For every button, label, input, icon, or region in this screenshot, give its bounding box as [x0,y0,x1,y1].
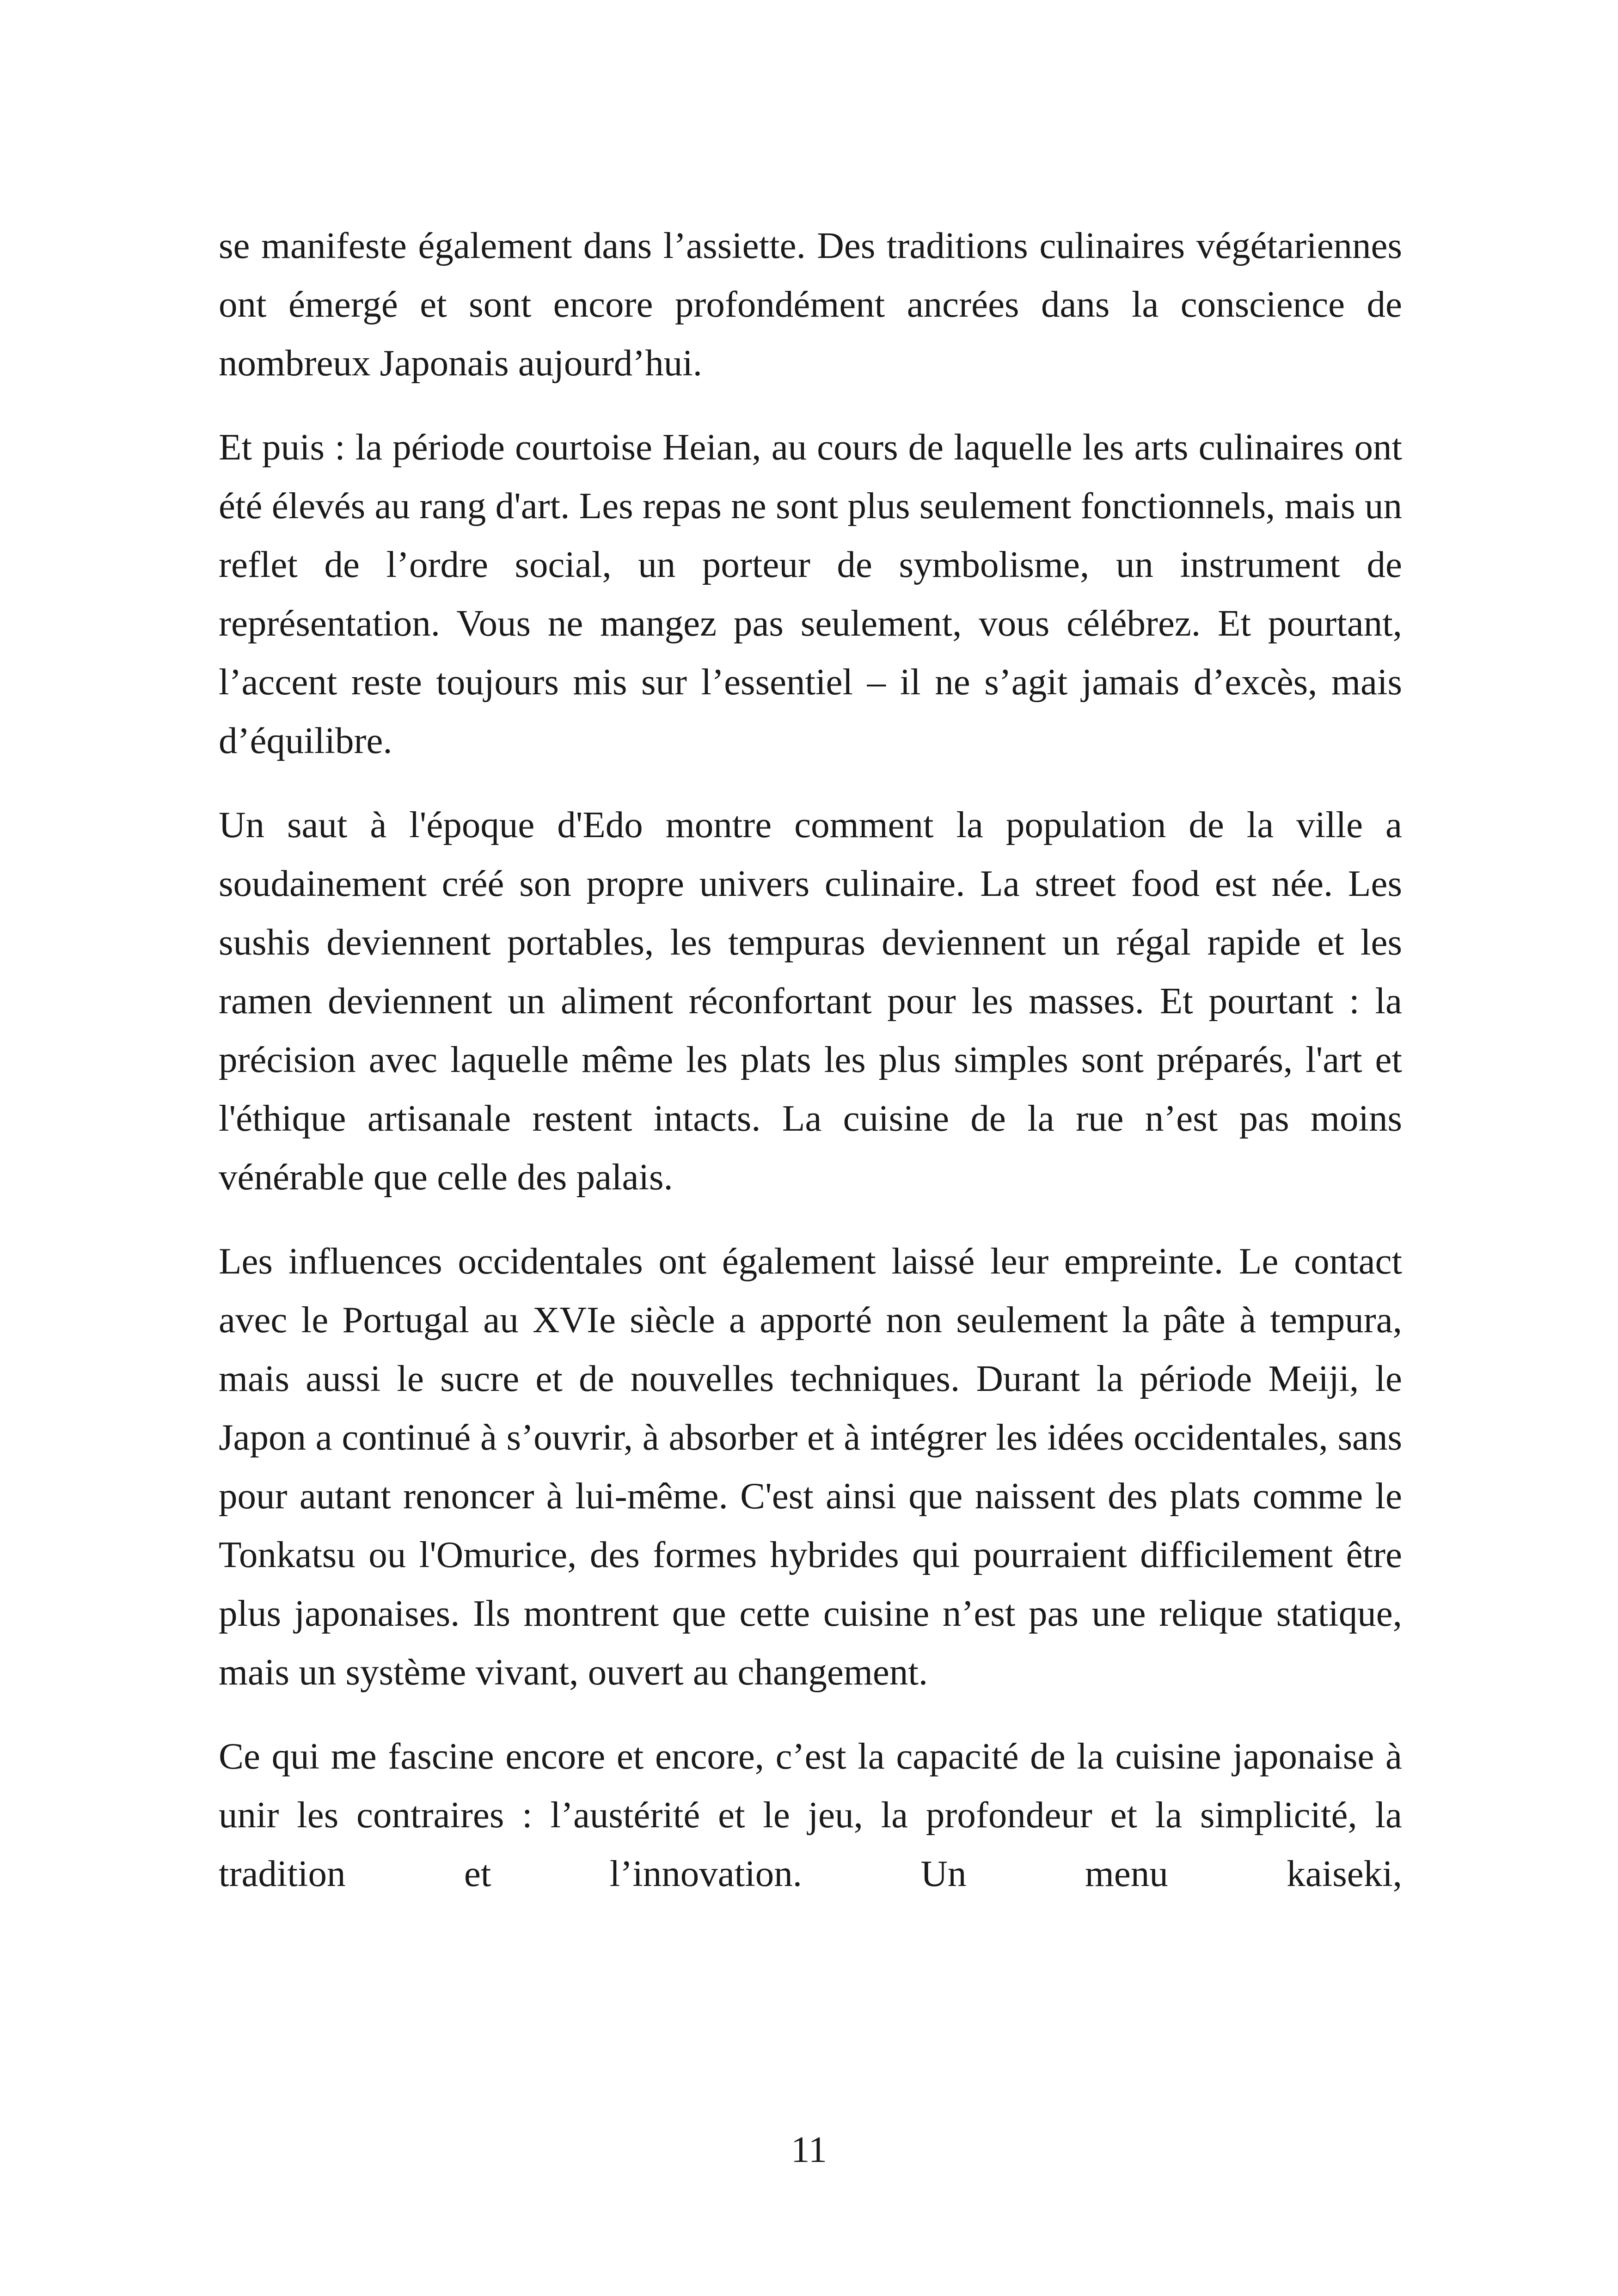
paragraph-3: Un saut à l'époque d'Edo montre comment la population de la ville a soudainement créé son propre univers culinaire. La street food est née. Les sushis deviennent portables, les tempuras deviennent un régal rapide et les ramen deviennent un aliment réconfortant pour les masses. Et pourtant : la précision avec laquelle même les plats les plus simples sont préparés, l'art et l'éthique artisanale restent intacts. La cuisine de la rue n’est pas moins vénérable que celle des palais. [219,804,1402,1198]
body-text [219,216,1402,1929]
paragraph-4: Les influences occidentales ont également laissé leur empreinte. Le contact avec le Portugal au XVIe siècle a apporté non seulement la pâte à tempura, mais aussi le sucre et de nouvelles techniques. Durant la période Meiji, le Japon a continué à s’ouvrir, à absorber et à intégrer les idées occidentales, sans pour autant renoncer à lui-même. C'est ainsi que naissent des plats comme le Tonkatsu ou l'Omurice, des formes hybrides qui pourraient difficilement être plus japonaises. Ils montrent que cette cuisine n’est pas une relique statique, mais un système vivant, ouvert au changement. [219,1240,1402,1693]
paragraph-5: Ce qui me fascine encore et encore, c’est la capacité de la cuisine japonaise à unir les contraires : l’austérité et le jeu, la profondeur et la simplicité, la tradition et l’innovation. Un menu kaiseki, [219,1735,1402,1894]
paragraph-2: Et puis : la période courtoise Heian, au cours de laquelle les arts culinaires ont été élevés au rang d'art. Les repas ne sont plus seulement fonctionnels, mais un reflet de l’ordre social, un porteur de symbolisme, un instrument de représentation. Vous ne mangez pas seulement, vous célébrez. Et pourtant, l’accent reste toujours mis sur l’essentiel – il ne s’agit jamais d’excès, mais d’équilibre. [219,426,1402,761]
paragraph-1: se manifeste également dans l’assiette. Des traditions culinaires végétariennes ont émergé et sont encore profondément ancrées dans la conscience de nombreux Japonais aujourd’hui. [219,225,1402,384]
page-number: 11 [791,2129,827,2170]
